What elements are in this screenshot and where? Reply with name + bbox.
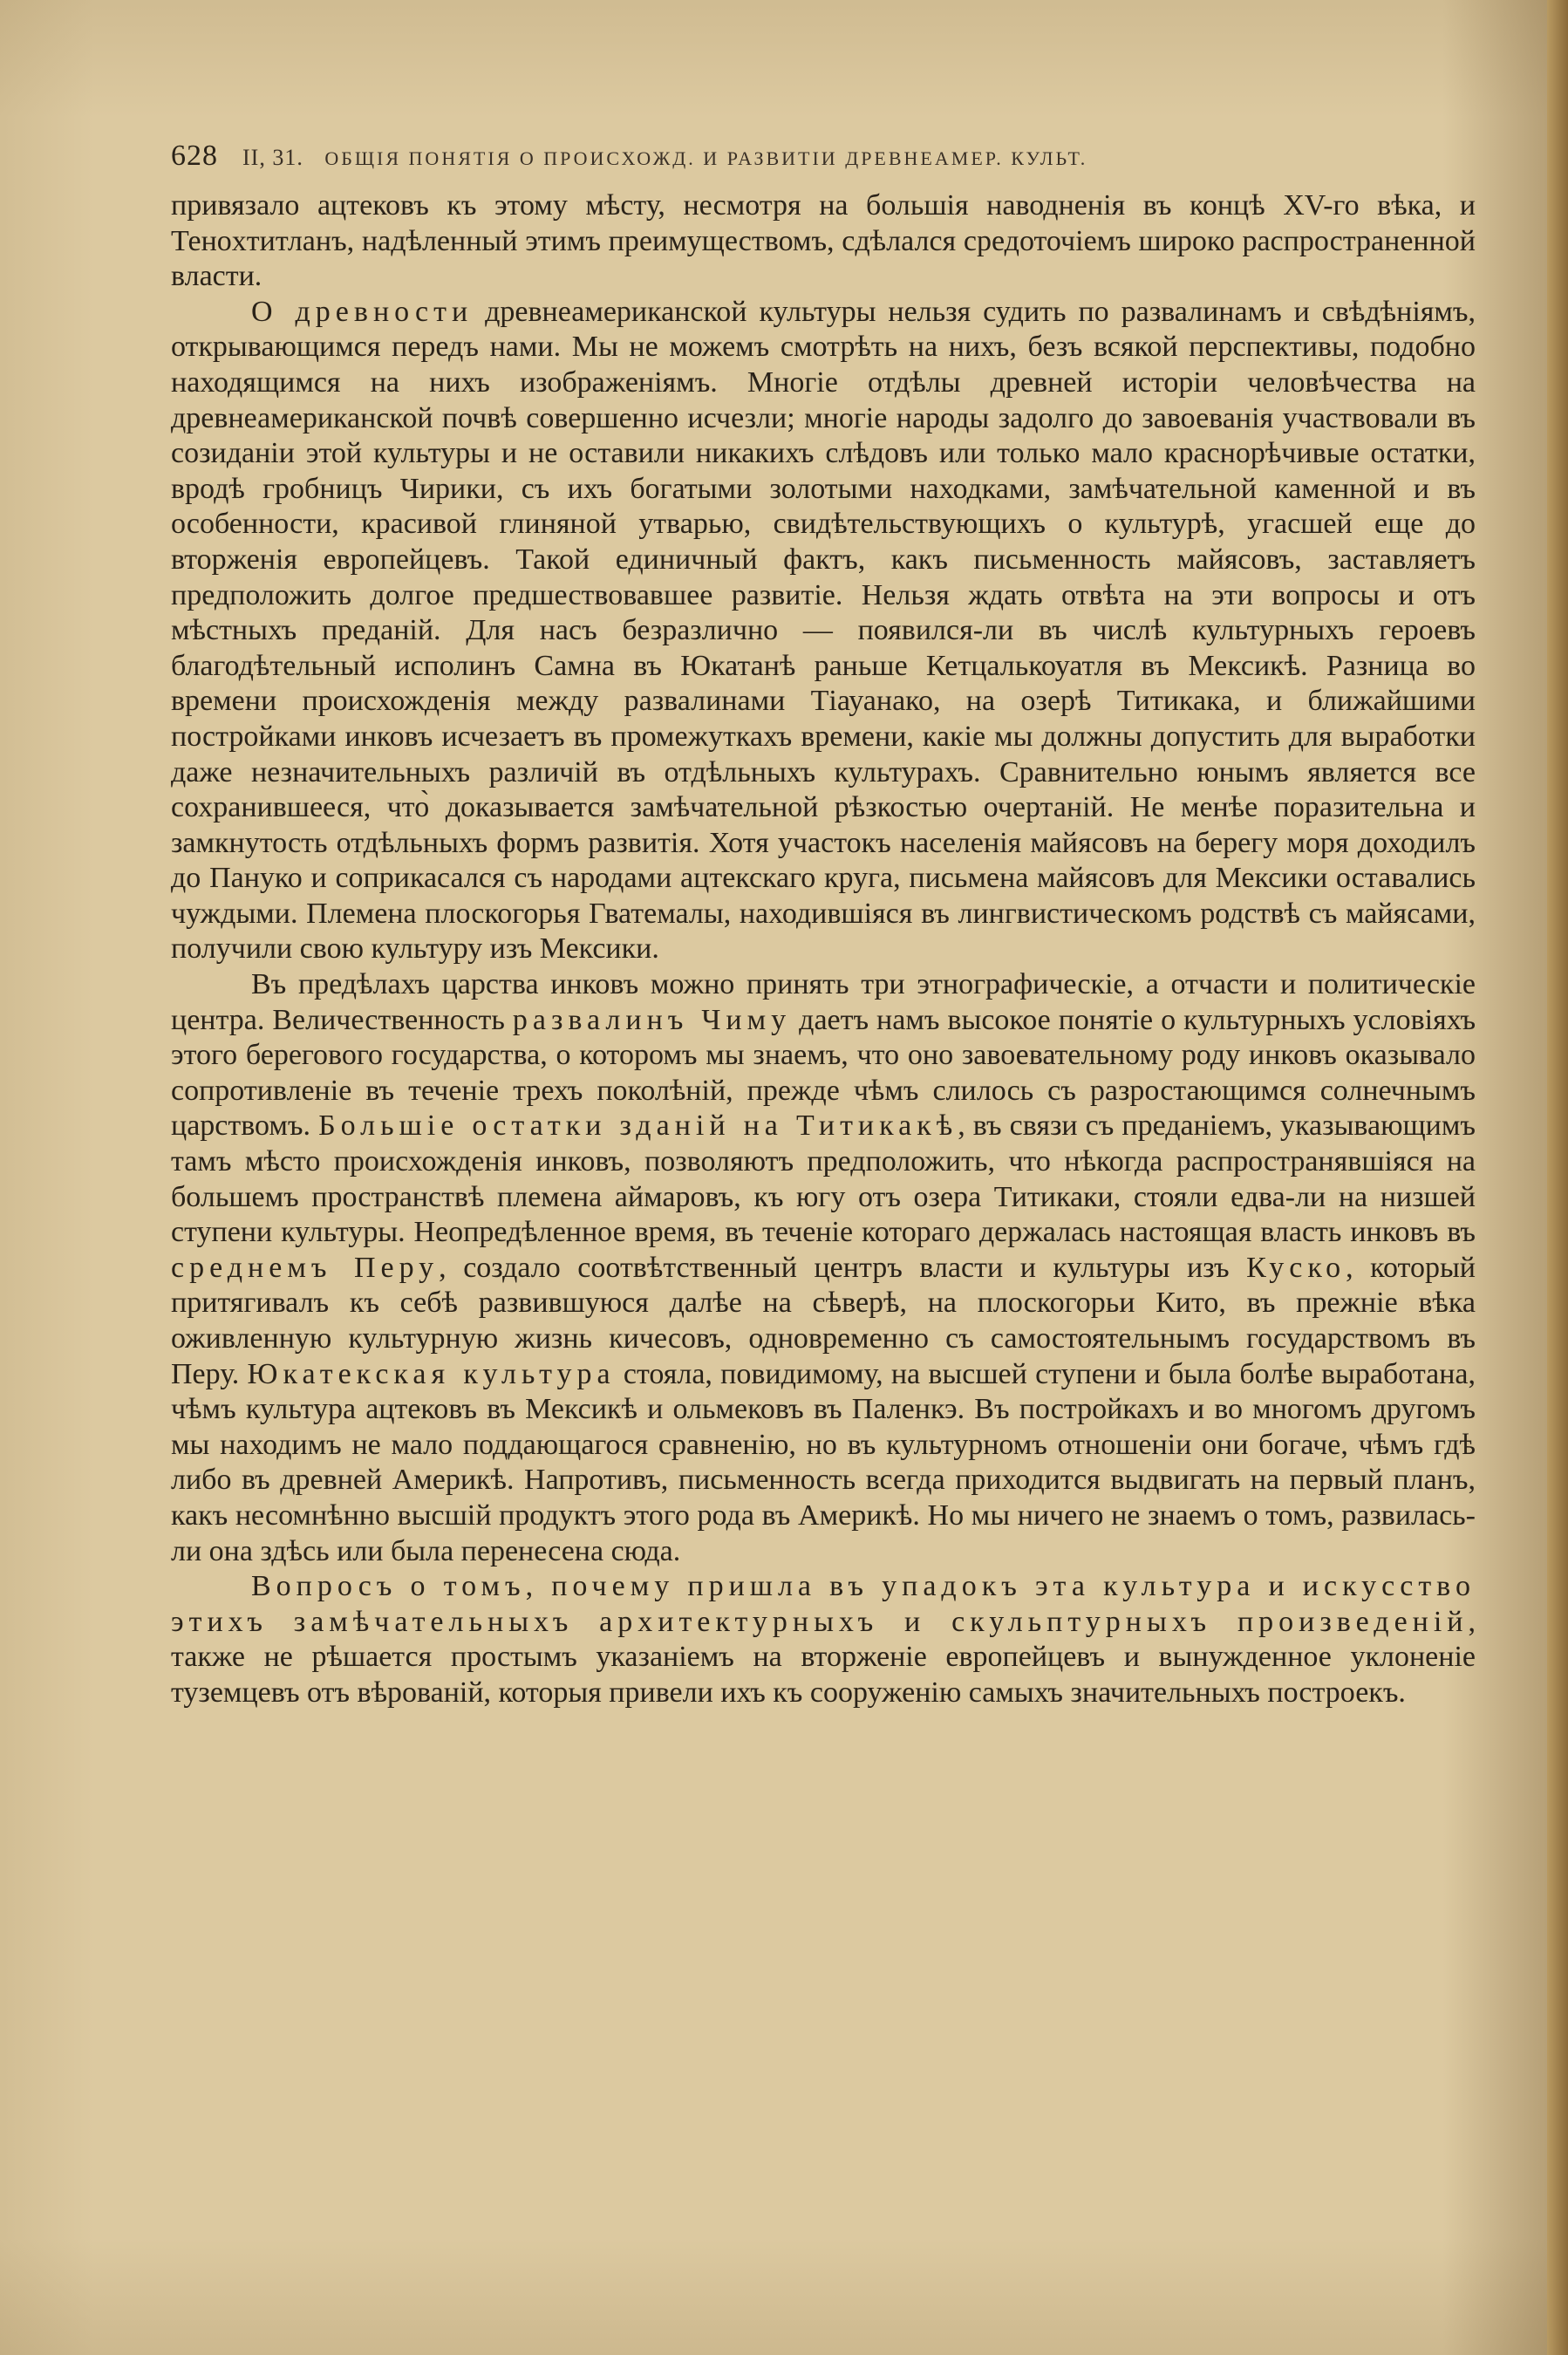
page-header: [171, 140, 1476, 188]
running-title: ОБЩІЯ ПОНЯТІЯ О ПРОИСХОЖД. И РАЗВИТІИ ДРЕВНЕАМЕР. КУЛЬТ.: [324, 147, 1088, 169]
paragraph-text: , создало соотвѣтственный центръ власти и культуры изъ: [439, 1251, 1247, 1284]
body-text: [171, 188, 1476, 1711]
emphasized-text: О древности: [251, 295, 474, 328]
paragraph-text: древнеамериканской культуры нельзя судить по развалинамъ и свѣдѣніямъ, открывающимся передъ нами. Мы не можемъ смотрѣть на нихъ, безъ всякой перспективы, подобно находящимся на нихъ изображеніямъ. Многіе отдѣлы древней исторіи человѣчества на древнеамериканской почвѣ совершенно исчезли; многіе народы задолго до завоеванія участвовали въ созиданіи этой культуры и не оставили никакихъ слѣдовъ или только мало краснорѣчивые остатки, вродѣ гробницъ Чирики, съ ихъ богатыми золотыми находками, замѣчательной каменной и въ особенности, красивой глиняной утварью, свидѣтельствующихъ о культурѣ, угасшей еще до вторженія европейцевъ. Такой единичный фактъ, какъ письменность майясовъ, заставляетъ предположить долгое предшествовавшее развитіе. Нельзя ждать отвѣта на эти вопросы и отъ мѣстныхъ преданій. Для насъ безразлично — появился-ли въ числѣ культурныхъ героевъ благодѣтельный исполинъ Самна въ Юкатанѣ раньше Кетцалькоуатля въ Мексикѣ. Разница во времени происхожденія между развалинами Тіауанако, на озерѣ Титикака, и ближайшими постройками инковъ исчезаетъ въ промежуткахъ времени, какіе мы должны допустить для выработки даже незначительныхъ различій въ отдѣльныхъ культурахъ. Сравнительно юнымъ является все сохранившееся, что̀ доказывается замѣчательной рѣзкостью очертаній. Не менѣе поразительна и замкнутость отдѣльныхъ формъ развитія. Хотя участокъ населенія майясовъ на берегу моря доходилъ до Пануко и соприкасался съ народами ацтекскаго круга, письмена майясовъ для Мексики оставались чуждыми. Племена плоскогорья Гватемалы, находившіяся въ лингвистическомъ родствѣ съ майясами, получили свою культуру изъ Мексики.: [171, 295, 1476, 966]
paragraph: [171, 1569, 1476, 1710]
emphasized-text: Большіе остатки зданій на Титикакѣ: [318, 1109, 958, 1143]
emphasized-text: Вопросъ о томъ, почему пришла въ упадокъ эта культура и искусство этихъ замѣчательныхъ архитектурныхъ и скульптурныхъ произведеній: [171, 1570, 1476, 1638]
book-page: [171, 140, 1476, 1711]
paragraph-text: , въ связи съ преданіемъ, указывающимъ тамъ мѣсто происхожденія инковъ, позволяютъ предположить, что нѣкогда распространявшіяся на большемъ пространствѣ племена аймаровъ, къ югу отъ озера Титикаки, стояли едва-ли на низшей ступени культуры. Неопредѣленное время, въ теченіе котораго держалась настоящая власть инковъ въ: [171, 1109, 1476, 1249]
section-reference: II, 31.: [242, 145, 303, 170]
paragraph-text: стояла, повидимому, на высшей ступени и была болѣе выработана, чѣмъ культура ацтековъ въ Мексикѣ и ольмековъ въ Паленкэ. Въ постройкахъ и во многомъ другомъ мы находимъ не мало поддающагося сравненію, но въ культурномъ отношеніи они богаче, чѣмъ гдѣ либо въ древней Америкѣ. Напротивъ, письменность всегда приходится выдвигать на первый планъ, какъ несомнѣнно высшій продуктъ этого рода въ Америкѣ. Но мы ничего не знаемъ о томъ, развилась-ли она здѣсь или была перенесена сюда.: [171, 1357, 1476, 1567]
paragraph: [171, 188, 1476, 295]
emphasized-text: Юкатекская культура: [247, 1357, 616, 1390]
emphasized-text: Куско: [1246, 1251, 1346, 1284]
paragraph-text: Въ предѣлахъ царства инковъ можно принять три этнографическіе, а отчасти и политическіе центра. Величественность: [171, 968, 1476, 1036]
paragraph: [171, 967, 1476, 1569]
paragraph: [171, 295, 1476, 967]
paragraph-text: даетъ намъ высокое понятіе о культурныхъ условіяхъ этого берегового государства, о которомъ мы знаемъ, что оно завоевательному роду инковъ оказывало сопротивленіе въ теченіе трехъ поколѣній, прежде чѣмъ слилось съ разростающимся солнечнымъ царствомъ.: [171, 1003, 1476, 1143]
emphasized-text: среднемъ Перу: [171, 1251, 440, 1284]
running-head: [242, 145, 1087, 171]
book-binding-edge: [1547, 0, 1568, 2355]
paragraph-text: , также не рѣшается простымъ указаніемъ на вторженіе европейцевъ и вынужденное уклоненіе туземцевъ отъ вѣрованій, которыя привели ихъ къ сооруженію самыхъ значительныхъ построекъ.: [171, 1605, 1476, 1709]
page-number: 628: [171, 140, 218, 172]
paragraph-text: привязало ацтековъ къ этому мѣсту, несмотря на большія наводненія въ концѣ XV-го вѣка, и Теноxтитланъ, надѣленный этимъ преимуществомъ, сдѣлался средоточіемъ широко распространенной власти.: [171, 189, 1476, 293]
paragraph-text: , который притягивалъ къ себѣ развившуюся далѣе на сѣверѣ, на плоскогорьи Кито, въ прежніе вѣка оживленную культурную жизнь кичесовъ, одновременно съ самостоятельнымъ государствомъ въ Перу.: [171, 1251, 1476, 1390]
emphasized-text: развалинъ Чиму: [512, 1003, 792, 1036]
